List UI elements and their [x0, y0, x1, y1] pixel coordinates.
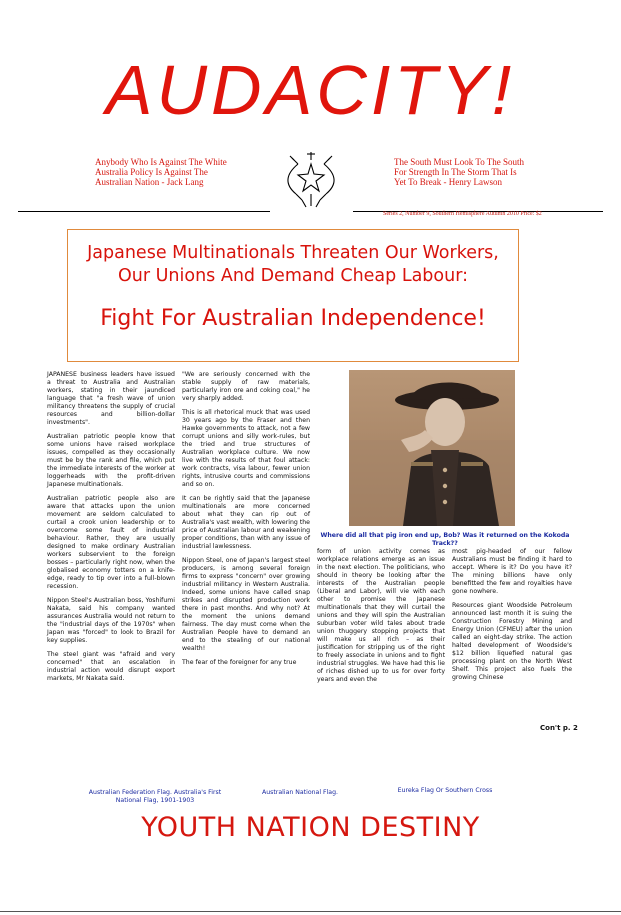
paragraph: The fear of the foreigner for any true	[182, 659, 297, 666]
quote-line: For Strength In The Storm That Is	[394, 167, 517, 177]
quote-jack-lang	[95, 157, 265, 187]
paragraph: It can be rightly said that the Japanese multinationals are more concerned about what they can rip out of Australia's vast wealth, with lowering the price of Australian labour and weakening proper conditions, than with any issue of industrial lawlessness.	[182, 495, 310, 550]
paragraph: Nippon Steel's Australian boss, Yoshifumi Nakata, said his company wanted assurances Australia would not return to the "industrial days of the 1970s" when Japan was "forced" to look to Brazil for key supplies.	[47, 597, 175, 644]
paragraph: Australian patriotic people also are aware that attacks upon the union movement are seldom calculated to curtail a crook union leadership or to overcome some fault of industrial behaviour. Rather, they are usually designed to make ordinary Australian workers subservient to the foreign bosses – particularly right now, when the globalised economy totters on a knife-edge, ready to tip over into a full-blown recession.	[47, 495, 175, 590]
article-column-3	[317, 548, 445, 690]
sepia-photo-image	[349, 370, 515, 526]
quote-henry-lawson	[394, 157, 564, 187]
footer-slogan: YOUTH NATION DESTINY	[141, 812, 480, 843]
quote-line: The South Must Look To The South	[394, 157, 525, 167]
divider	[18, 211, 270, 212]
quote-line: Australia Policy Is Against The	[95, 167, 208, 177]
quote-line: Anybody Who Is Against The White	[95, 157, 227, 167]
paragraph: JAPANESE business leaders have issued a threat to Australia and Australian workers, stating in their jaundiced language that "a fresh wave of union militancy threatens the supply of crucial resources and billion-dollar investments".	[47, 371, 175, 426]
subheadline: Fight For Australian Independence!	[100, 306, 486, 331]
southern-cross-emblem-icon	[272, 150, 350, 210]
paragraph: Nippon Steel, one of Japan's largest steel producers, is among several foreign firms to express "concern" over growing industrial militancy in Western Australia. Indeed, some unions have called snap strikes and disrupted production work there in past months. And why not? At the moment the unions demand fairness. The day must come when the Australian People have to demand an end to the stealing of our national wealth!	[182, 557, 310, 652]
flag-caption-national: Australian National Flag.	[262, 789, 338, 796]
headline-box	[67, 229, 519, 362]
quote-line: Australian Nation - Jack Lang	[95, 177, 204, 187]
continued-note: Con't p. 2	[540, 724, 578, 732]
paragraph: most pig-headed of our fellow Australians must be finding it hard to accept. Where is it? Do you have it? The mining billions have only benefitted the few and royalties have gone nowhere.	[452, 548, 572, 595]
paragraph: form of union activity comes as workplace relations emerge as an issue in the next election. The politicians, who should in theory be looking after the interests of the Australian people (Liberal and Labor), will vie with each other to promise the Japanese multinationals that they will curtail the unions and they will spin the Australian suburban voter wild tales about trade union thuggery stopping projects that will make us all rich – as their justification for stripping us of the right to freely associate in unions and to fight industrial struggles. We have had this lie of riches dished up to us for over forty years and even the	[317, 548, 445, 683]
masthead-title: AUDACITY!	[105, 51, 516, 129]
flag-caption-eureka: Eureka Flag Or Southern Cross	[397, 787, 493, 794]
article-column-1	[47, 371, 175, 689]
article-column-4	[452, 548, 572, 688]
photo-caption: Where did all that pig iron end up, Bob? Was it returned on the Kokoda Track??	[320, 532, 570, 547]
paragraph: The steel giant was "afraid and very concerned" that an escalation in industrial action would disrupt export markets, Mr Nakata said.	[47, 651, 175, 682]
paragraph: "We are seriously concerned with the stable supply of raw materials, particularly iron ore and coking coal," he very sharply added.	[182, 371, 310, 402]
article-column-2	[182, 371, 310, 673]
series-info: Series 2, Number 9, Southern Hemisphere Autumn 2010 Price: $2	[383, 211, 542, 217]
headline-line: Our Unions And Demand Cheap Labour:	[117, 266, 468, 286]
paragraph: This is all rhetorical muck that was used 30 years ago by the Fraser and then Hawke governments to attack, not a few corrupt unions and silly work-rules, but the tried and true structures of Australian workplace culture. We now live with the results of that foul attack: work contracts, visa labour, fewer union rights, intrusive courts and commissions and so on.	[182, 409, 310, 488]
divider	[0, 911, 621, 912]
flag-caption-federation: Australian Federation Flag. Australia's First National Flag, 1901-1903	[88, 789, 222, 804]
quote-line: Yet To Break - Henry Lawson	[394, 177, 503, 187]
paragraph: Resources giant Woodside Petroleum announced last month it is suing the Construction Forestry Mining and Energy Union (CFMEU) after the union called an eight-day strike. The action halted development of Woodside's $12 billion liquefied natural gas processing plant on the North West Shelf. This project also fuels the growing Chinese	[452, 602, 572, 681]
paragraph: Australian patriotic people know that some unions have raised workplace issues, compelled as they occasionally must be by the rank and file, which put the immediate interests of the worker at loggerheads with the profit-driven Japanese multinationals.	[47, 433, 175, 488]
headline-line: Japanese Multinationals Threaten Our Workers,	[87, 243, 499, 263]
headline	[68, 242, 518, 288]
